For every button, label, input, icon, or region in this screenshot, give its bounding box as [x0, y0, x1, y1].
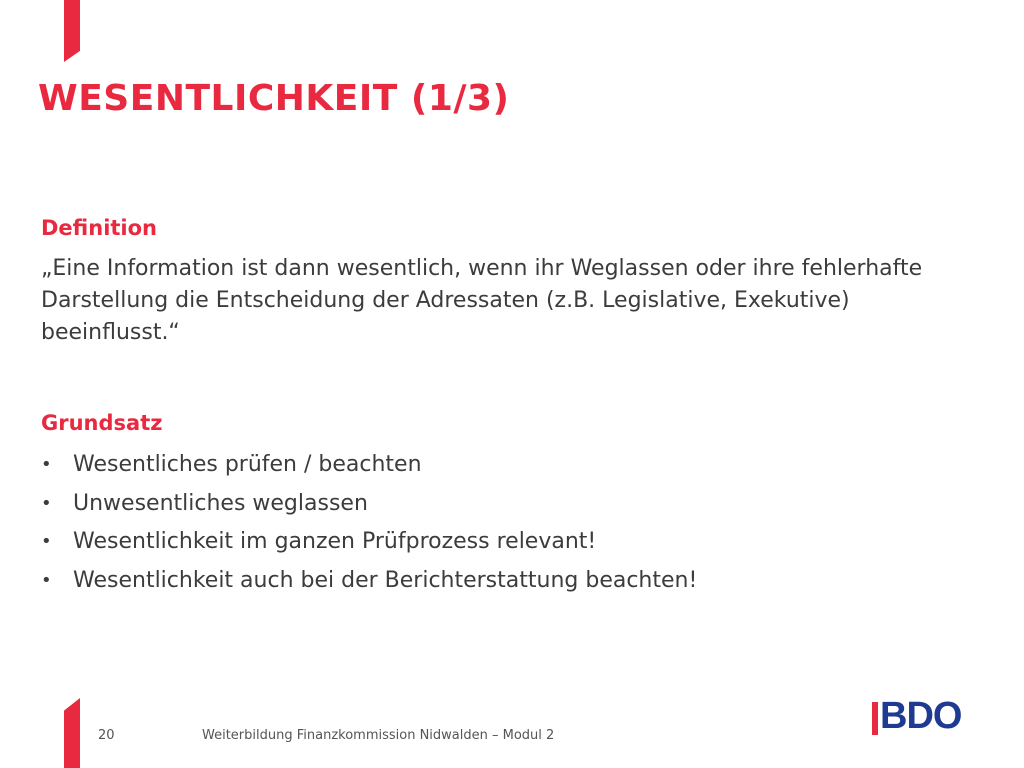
- bullet-icon: •: [41, 569, 52, 591]
- bullet-text: Wesentliches prüfen / beachten: [73, 452, 422, 477]
- bullet-item: [41, 562, 697, 601]
- slide-title: WESENTLICHKEIT (1/3): [38, 78, 510, 119]
- grundsatz-bullet-list: [41, 446, 697, 600]
- footer-text: Weiterbildung Finanzkommission Nidwalden – Modul 2: [202, 728, 555, 743]
- logo-bar: [872, 702, 878, 735]
- bullet-item: [41, 446, 697, 485]
- bullet-text: Unwesentliches weglassen: [73, 490, 368, 516]
- bullet-text: Wesentlichkeit auch bei der Berichterstattung beachten!: [73, 567, 698, 593]
- grundsatz-heading: Grundsatz: [41, 411, 163, 435]
- bullet-item: [41, 485, 697, 524]
- page-number: 20: [98, 728, 115, 743]
- bullet-item: [41, 523, 697, 562]
- bullet-icon: •: [41, 454, 52, 475]
- definition-text: „Eine Information ist dann wesentlich, wenn ihr Weglassen oder ihre fehlerhafte Darstellung die Entscheidung der Adressaten (z.B. Legislative, Exekutive) beeinflusst.“: [41, 256, 923, 345]
- bullet-text: Wesentlichkeit im ganzen Prüfprozess relevant!: [73, 529, 597, 554]
- bullet-icon: •: [41, 531, 52, 552]
- accent-bar-bottom: [64, 698, 80, 768]
- bullet-icon: •: [41, 492, 52, 514]
- logo-text: BDO: [880, 695, 962, 737]
- bdo-logo: [872, 695, 984, 739]
- accent-bar-top: [64, 0, 80, 62]
- definition-heading: Definition: [41, 216, 158, 240]
